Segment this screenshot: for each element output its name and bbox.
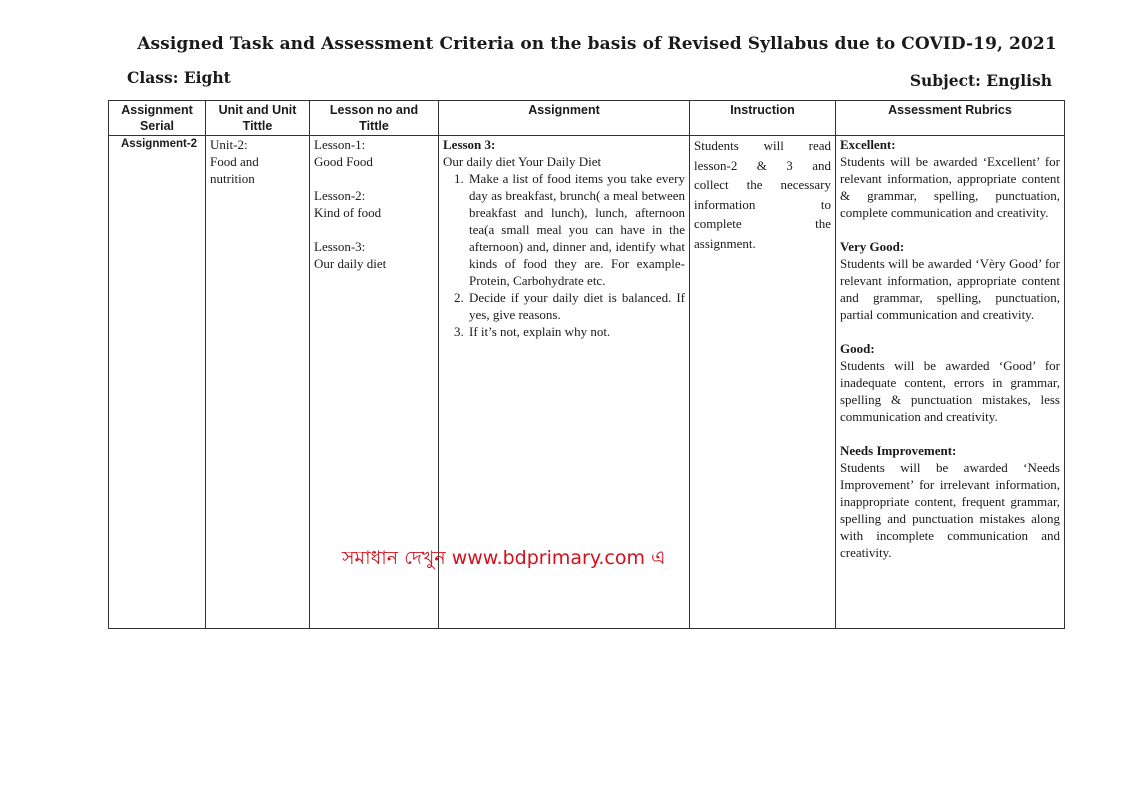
rubric-very-good [840, 238, 1060, 323]
instruction-line: Students will read [694, 138, 831, 153]
column-header: Assignment Serial [109, 101, 206, 136]
rubric-level: Very Good: [840, 239, 905, 254]
lesson-title: Our daily diet [314, 256, 387, 271]
lesson-number: Lesson-3: [314, 239, 366, 254]
task-item: 3. If it’s not, explain why not. [467, 323, 685, 340]
lesson-number: Lesson-1: [314, 137, 366, 152]
instruction-line: complete the [694, 216, 831, 231]
watermark-text: সমাধান দেখুন www.bdprimary.com এ [342, 547, 666, 569]
lesson-title: Kind of food [314, 205, 382, 220]
unit-cell [206, 136, 310, 629]
column-header: Assessment Rubrics [836, 101, 1065, 136]
task-item: 2. Decide if your daily diet is balanced. If yes, give reasons. [467, 289, 685, 323]
instruction-line: assignment. [694, 235, 756, 251]
assignment-heading: Lesson 3: [443, 137, 496, 152]
column-header: Instruction [690, 101, 836, 136]
rubric-text: Students will be awarded ‘Vèry Good’ for relevant information, appropriate content and grammar, spelling, punctuation, partial communication and creativity. [840, 256, 1060, 322]
lesson-number: Lesson-2: [314, 188, 366, 203]
unit-title: Food and nutrition [210, 154, 259, 186]
task-item: 1. Make a list of food items you take every day as breakfast, brunch( a meal between breakfast and lunch), lunch, afternoon tea(a small meal you can have in the afternoon) and, dinner and, identify what kinds of food they are. For example-Protein, Carbohydrate etc. [467, 170, 685, 289]
rubrics-cell [836, 136, 1065, 629]
page-title: Assigned Task and Assessment Criteria on the basis of Revised Syllabus due to COVID-19, 2021 [137, 34, 1057, 54]
instruction-text [694, 136, 831, 234]
rubric-good [840, 340, 1060, 425]
lesson-title: Good Food [314, 154, 373, 169]
rubric-needs-improvement [840, 442, 1060, 561]
instruction-cell [690, 136, 836, 629]
subject-label: Subject: English [909, 71, 1052, 90]
rubric-level: Excellent: [840, 137, 896, 152]
instruction-line: lesson-2 & 3 and [694, 157, 831, 173]
rubric-level: Needs Improvement: [840, 443, 957, 458]
class-label: Class: Eight [127, 68, 231, 87]
column-header: Unit and Unit Tittle [206, 101, 310, 136]
rubric-level: Good: [840, 341, 875, 356]
rubric-excellent [840, 136, 1060, 221]
rubric-text: Students will be awarded ‘Excellent’ for relevant information, appropriate content & grammar, spelling, punctuation, complete communication and creativity. [840, 154, 1060, 220]
assignment-intro: Our daily diet Your Daily Diet [443, 154, 602, 169]
task-list [443, 170, 685, 340]
unit-number: Unit-2: [210, 137, 248, 152]
rubric-text: Students will be awarded ‘Needs Improvement’ for irrelevant information, inappropriate content, frequent grammar, spelling and punctuation mistakes along with incomplete communication and creativity. [840, 460, 1060, 560]
rubric-text: Students will be awarded ‘Good’ for inadequate content, errors in grammar, spelling & punctuation mistakes, less communication and creativity. [840, 358, 1060, 424]
instruction-line: information to [694, 196, 831, 212]
column-header: Assignment [439, 101, 690, 136]
column-header: Lesson no and Tittle [310, 101, 439, 136]
instruction-line: collect the necessary [694, 177, 831, 192]
assignment-serial-cell: Assignment-2 [109, 136, 206, 629]
table-header-row [109, 101, 1065, 136]
